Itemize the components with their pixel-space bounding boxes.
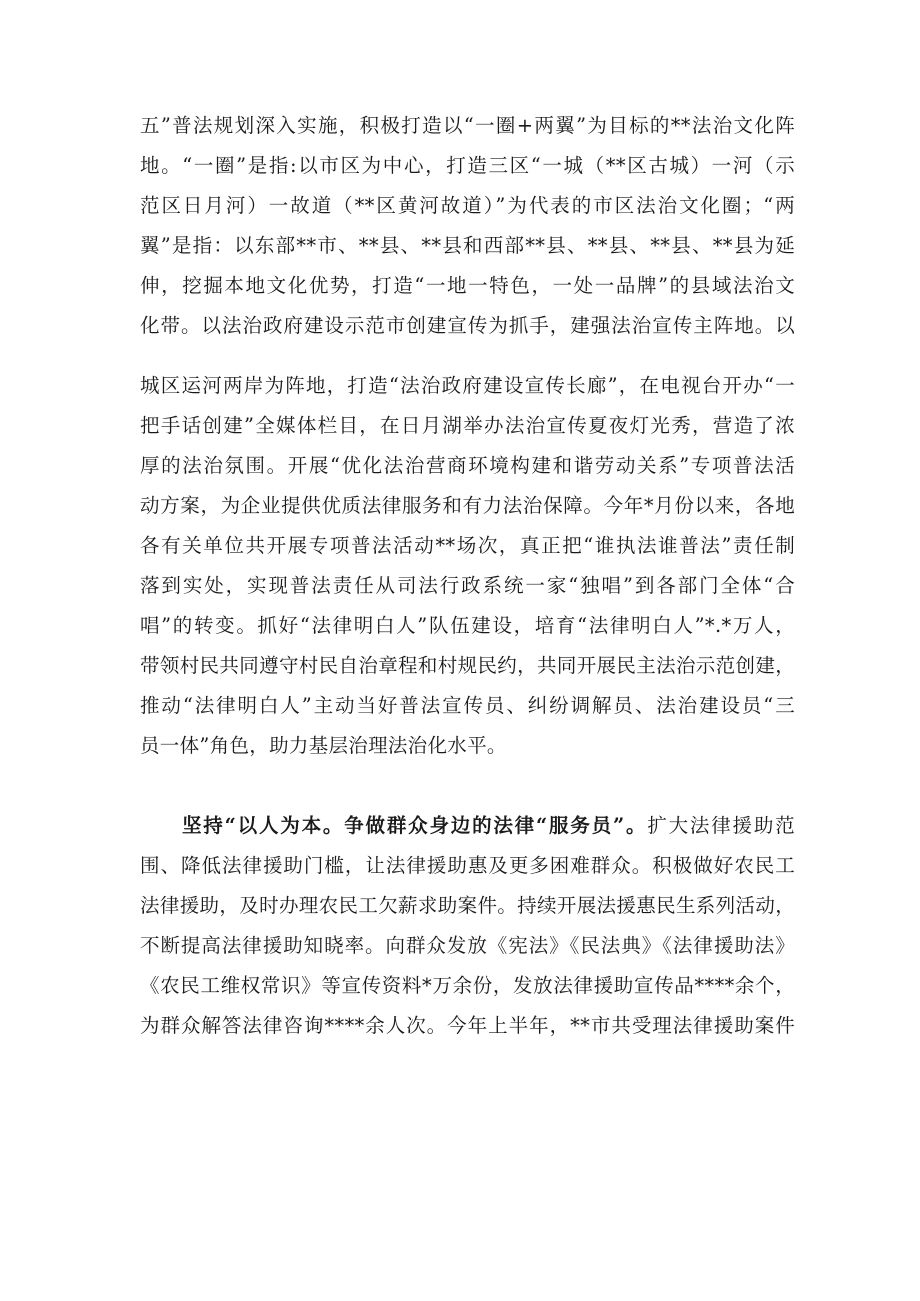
text-line: 围、降低法律援助门槛，让法律援助惠及更多困难群众。积极做好农民工	[140, 854, 795, 877]
text-line: 带领村民共同遵守村民自治章程和村规民约，共同开展民主法治示范创建，	[140, 654, 795, 677]
text-line: 推动“法律明白人”主动当好普法宣传员、纠纷调解员、法治建设员“三	[140, 694, 795, 717]
text-line: 为群众解答法律咨询****余人次。今年上半年，**市共受理法律援助案件	[140, 1014, 795, 1037]
text-line: 地。“一圈”是指:以市区为中心，打造三区“一城（**区古城）一河（示	[140, 154, 795, 177]
text-line: 动方案，为企业提供优质法律服务和有力法治保障。今年*月份以来，各地	[140, 494, 795, 517]
text-line: 唱”的转变。抓好“法律明白人”队伍建设，培育“法律明白人”*.*万人，	[140, 614, 795, 637]
text-line: 化带。以法治政府建设示范市创建宣传为抓手，建强法治宣传主阵地。以	[140, 314, 795, 337]
text-line: 各有关单位共开展专项普法活动**场次，真正把“谁执法谁普法”责任制	[140, 534, 795, 557]
text-line: 《农民工维权常识》等宣传资料*万余份，发放法律援助宣传品****余个，	[140, 974, 795, 997]
text-line: 范区日月河）一故道（**区黄河故道）”为代表的市区法治文化圈；“两	[140, 194, 795, 217]
text-line: 落到实处，实现普法责任从司法行政系统一家“独唱”到各部门全体“合	[140, 574, 795, 597]
text-line: 翼”是指：以东部**市、**县、**县和西部**县、**县、**县、**县为延	[140, 234, 795, 257]
text-span: 扩大法律援助范	[647, 814, 795, 837]
text-line: 把手话创建”全媒体栏目，在日月湖举办法治宣传夏夜灯光秀，营造了浓	[140, 414, 795, 437]
paragraph-heading: 坚持“以人为本。争做群众身边的法律“服务员”。	[182, 814, 648, 837]
text-line: 城区运河两岸为阵地，打造“法治政府建设宣传长廊”，在电视台开办“一	[140, 374, 795, 397]
text-line: 员一体”角色，助力基层治理法治化水平。	[140, 734, 507, 757]
text-line: 五”普法规划深入实施，积极打造以“一圈+两翼”为目标的**法治文化阵	[140, 114, 795, 137]
text-line	[182, 813, 795, 839]
text-line: 法律援助，及时办理农民工欠薪求助案件。持续开展法援惠民生系列活动，	[140, 894, 795, 917]
text-line: 不断提高法律援助知晓率。向群众发放《宪法》《民法典》《法律援助法》	[140, 934, 795, 957]
text-line: 伸，挖掘本地文化优势，打造“一地一特色，一处一品牌”的县域法治文	[140, 274, 795, 297]
text-line: 厚的法治氛围。开展“优化法治营商环境构建和谐劳动关系”专项普法活	[140, 454, 795, 477]
